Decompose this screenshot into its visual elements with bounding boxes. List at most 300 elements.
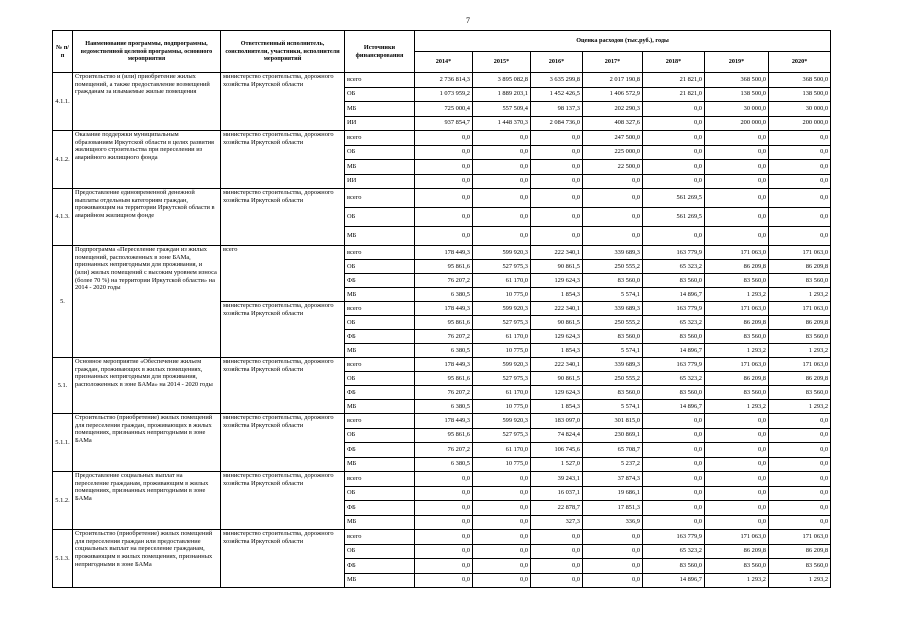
value-cell: 0,0 (705, 208, 769, 227)
funding-source: ИИ (345, 116, 415, 131)
funding-source: всего (345, 131, 415, 146)
value-cell: 0,0 (705, 501, 769, 516)
value-cell: 0,0 (531, 208, 583, 227)
value-cell: 0,0 (643, 116, 705, 131)
value-cell: 95 861,6 (415, 316, 473, 330)
value-cell: 14 896,7 (643, 400, 705, 414)
table-body (53, 73, 831, 588)
value-cell: 557 509,4 (473, 102, 531, 117)
value-cell: 0,0 (705, 131, 769, 146)
value-cell: 0,0 (531, 174, 583, 189)
value-cell: 83 560,0 (705, 330, 769, 344)
value-cell: 6 380,5 (415, 344, 473, 358)
value-cell: 0,0 (531, 573, 583, 588)
value-cell: 76 207,2 (415, 274, 473, 288)
funding-source: ОБ (345, 372, 415, 386)
value-cell: 202 290,3 (583, 102, 643, 117)
value-cell: 0,0 (415, 208, 473, 227)
value-cell: 327,3 (531, 515, 583, 530)
funding-source: ОБ (345, 486, 415, 501)
value-cell: 0,0 (643, 145, 705, 160)
value-cell: 527 975,3 (473, 428, 531, 443)
funding-source: ОБ (345, 544, 415, 559)
header-year: 2016* (531, 52, 583, 73)
header-year: 2019* (705, 52, 769, 73)
funding-source: ОБ (345, 208, 415, 227)
value-cell: 1 854,3 (531, 288, 583, 302)
value-cell: 0,0 (583, 174, 643, 189)
budget-table (52, 30, 831, 588)
funding-source: ФБ (345, 330, 415, 344)
value-cell: 39 243,1 (531, 472, 583, 487)
funding-source: МБ (345, 515, 415, 530)
table-row (53, 131, 831, 146)
program-name: Подпрограмма «Переселение граждан из жилых помещений, расположенных в зоне БАМа, признанных непригодными для проживания, и (или) жилых помещений с высоким уровнем износа (более 70 %) на территории Иркутской области» на 2014 - 2020 годы (73, 246, 221, 358)
value-cell: 599 920,3 (473, 246, 531, 260)
value-cell: 1 406 572,9 (583, 87, 643, 102)
value-cell: 0,0 (769, 428, 831, 443)
value-cell: 0,0 (583, 227, 643, 246)
value-cell: 0,0 (473, 472, 531, 487)
value-cell: 0,0 (643, 501, 705, 516)
value-cell: 1 452 426,5 (531, 87, 583, 102)
value-cell: 178 449,3 (415, 302, 473, 316)
value-cell: 0,0 (473, 559, 531, 574)
value-cell: 368 500,0 (769, 73, 831, 88)
value-cell: 0,0 (705, 486, 769, 501)
value-cell: 0,0 (415, 472, 473, 487)
row-number: 5.1.2. (53, 472, 73, 530)
value-cell: 138 500,0 (769, 87, 831, 102)
value-cell: 1 293,2 (705, 344, 769, 358)
header-name: Наименование программы, подпрограммы, ведомственной целевой программы, основного мероприятия (73, 31, 221, 73)
value-cell: 0,0 (473, 486, 531, 501)
executor: министерство строительства, дорожного хозяйства Иркутской области (221, 73, 345, 131)
value-cell: 106 745,6 (531, 443, 583, 458)
value-cell: 10 775,0 (473, 288, 531, 302)
value-cell: 0,0 (531, 160, 583, 175)
value-cell: 1 448 370,3 (473, 116, 531, 131)
value-cell: 83 560,0 (643, 386, 705, 400)
value-cell: 90 861,5 (531, 260, 583, 274)
value-cell: 95 861,6 (415, 428, 473, 443)
value-cell: 83 560,0 (643, 274, 705, 288)
funding-source: МБ (345, 457, 415, 472)
value-cell: 0,0 (531, 189, 583, 208)
value-cell: 22 500,0 (583, 160, 643, 175)
value-cell: 0,0 (473, 208, 531, 227)
value-cell: 163 779,9 (643, 246, 705, 260)
value-cell: 0,0 (415, 486, 473, 501)
value-cell: 247 500,0 (583, 131, 643, 146)
value-cell: 171 063,0 (705, 530, 769, 545)
value-cell: 0,0 (643, 486, 705, 501)
value-cell: 561 269,5 (643, 208, 705, 227)
value-cell: 0,0 (769, 131, 831, 146)
funding-source: ИИ (345, 174, 415, 189)
value-cell: 14 896,7 (643, 573, 705, 588)
program-name: Предоставление социальных выплат на переселение гражданам, проживающим в жилых помещениях, признанных непригодными в зоне БАМа (73, 472, 221, 530)
value-cell: 171 063,0 (769, 358, 831, 372)
value-cell: 61 170,0 (473, 386, 531, 400)
value-cell: 95 861,6 (415, 260, 473, 274)
funding-source: всего (345, 73, 415, 88)
row-number: 5.1.1. (53, 414, 73, 472)
value-cell: 250 555,2 (583, 316, 643, 330)
value-cell: 0,0 (415, 573, 473, 588)
value-cell: 1 527,0 (531, 457, 583, 472)
funding-source: ФБ (345, 443, 415, 458)
value-cell: 336,9 (583, 515, 643, 530)
value-cell: 2 736 814,3 (415, 73, 473, 88)
value-cell: 65 323,2 (643, 544, 705, 559)
value-cell: 0,0 (643, 428, 705, 443)
value-cell: 0,0 (473, 131, 531, 146)
value-cell: 95 861,6 (415, 372, 473, 386)
value-cell: 937 854,7 (415, 116, 473, 131)
value-cell: 0,0 (769, 515, 831, 530)
value-cell: 0,0 (415, 160, 473, 175)
value-cell: 0,0 (583, 559, 643, 574)
value-cell: 83 560,0 (643, 559, 705, 574)
value-cell: 0,0 (415, 131, 473, 146)
value-cell: 0,0 (705, 189, 769, 208)
value-cell: 37 874,3 (583, 472, 643, 487)
funding-source: МБ (345, 102, 415, 117)
executor: министерство строительства, дорожного хозяйства Иркутской области (221, 414, 345, 472)
value-cell: 129 624,3 (531, 386, 583, 400)
value-cell: 0,0 (531, 145, 583, 160)
table-row (53, 472, 831, 487)
value-cell: 0,0 (769, 501, 831, 516)
table-row (53, 189, 831, 208)
funding-source: МБ (345, 288, 415, 302)
row-number: 4.1.3. (53, 189, 73, 246)
value-cell: 0,0 (583, 544, 643, 559)
value-cell: 163 779,9 (643, 358, 705, 372)
value-cell: 90 861,5 (531, 372, 583, 386)
value-cell: 86 209,8 (769, 544, 831, 559)
value-cell: 74 824,4 (531, 428, 583, 443)
program-name: Строительство (приобретение) жилых помещений для переселения граждан, проживающих в жилых помещениях, признанных непригодными в зоне БАМа (73, 414, 221, 472)
value-cell: 1 293,2 (769, 288, 831, 302)
value-cell: 83 560,0 (769, 274, 831, 288)
value-cell: 3 635 299,8 (531, 73, 583, 88)
funding-source: всего (345, 358, 415, 372)
value-cell: 3 895 082,8 (473, 73, 531, 88)
value-cell: 0,0 (473, 544, 531, 559)
value-cell: 19 686,1 (583, 486, 643, 501)
value-cell: 86 209,8 (769, 316, 831, 330)
header-year: 2014* (415, 52, 473, 73)
value-cell: 0,0 (769, 414, 831, 429)
value-cell: 0,0 (705, 227, 769, 246)
funding-source: всего (345, 472, 415, 487)
value-cell: 0,0 (643, 227, 705, 246)
value-cell: 0,0 (769, 457, 831, 472)
header-year: 2015* (473, 52, 531, 73)
funding-source: ФБ (345, 559, 415, 574)
funding-source: ФБ (345, 501, 415, 516)
value-cell: 83 560,0 (705, 386, 769, 400)
program-name: Строительство и (или) приобретение жилых помещений, а также предоставление возмещений гражданам за изымаемые жилые помещения (73, 73, 221, 131)
value-cell: 0,0 (531, 227, 583, 246)
value-cell: 0,0 (415, 227, 473, 246)
value-cell: 83 560,0 (769, 386, 831, 400)
value-cell: 0,0 (415, 189, 473, 208)
table-row (53, 414, 831, 429)
value-cell: 0,0 (643, 174, 705, 189)
header-source: Источники финансирования (345, 31, 415, 73)
table-row (53, 358, 831, 372)
value-cell: 86 209,8 (769, 260, 831, 274)
value-cell: 171 063,0 (769, 302, 831, 316)
value-cell: 1 889 203,1 (473, 87, 531, 102)
value-cell: 0,0 (415, 515, 473, 530)
value-cell: 0,0 (769, 443, 831, 458)
value-cell: 83 560,0 (769, 559, 831, 574)
row-number: 4.1.2. (53, 131, 73, 189)
executor: министерство строительства, дорожного хозяйства Иркутской области (221, 530, 345, 588)
value-cell: 0,0 (705, 515, 769, 530)
value-cell: 0,0 (473, 189, 531, 208)
value-cell: 0,0 (769, 208, 831, 227)
value-cell: 0,0 (415, 501, 473, 516)
value-cell: 0,0 (531, 559, 583, 574)
table-row (53, 73, 831, 88)
value-cell: 86 209,8 (705, 260, 769, 274)
value-cell: 0,0 (705, 160, 769, 175)
value-cell: 22 878,7 (531, 501, 583, 516)
value-cell: 0,0 (643, 515, 705, 530)
value-cell: 200 000,0 (769, 116, 831, 131)
value-cell: 76 207,2 (415, 443, 473, 458)
value-cell: 0,0 (769, 227, 831, 246)
table-row (53, 530, 831, 545)
table-row (53, 246, 831, 260)
value-cell: 171 063,0 (705, 302, 769, 316)
value-cell: 178 449,3 (415, 414, 473, 429)
value-cell: 65 323,2 (643, 316, 705, 330)
funding-source: ОБ (345, 428, 415, 443)
executor: министерство строительства, дорожного хозяйства Иркутской области (221, 131, 345, 189)
value-cell: 178 449,3 (415, 358, 473, 372)
value-cell: 225 000,0 (583, 145, 643, 160)
value-cell: 129 624,3 (531, 330, 583, 344)
value-cell: 5 237,2 (583, 457, 643, 472)
value-cell: 171 063,0 (705, 246, 769, 260)
value-cell: 5 574,1 (583, 288, 643, 302)
value-cell: 0,0 (643, 131, 705, 146)
value-cell: 599 920,3 (473, 414, 531, 429)
funding-source: всего (345, 302, 415, 316)
header-estimate: Оценка расходов (тыс.руб.), годы (415, 31, 831, 52)
funding-source: ФБ (345, 274, 415, 288)
value-cell: 527 975,3 (473, 316, 531, 330)
value-cell: 0,0 (473, 174, 531, 189)
funding-source: ОБ (345, 145, 415, 160)
value-cell: 83 560,0 (705, 559, 769, 574)
value-cell: 0,0 (583, 530, 643, 545)
value-cell: 0,0 (583, 189, 643, 208)
value-cell: 65 323,2 (643, 260, 705, 274)
value-cell: 0,0 (705, 428, 769, 443)
value-cell: 0,0 (643, 102, 705, 117)
value-cell: 1 293,2 (705, 288, 769, 302)
funding-source: МБ (345, 227, 415, 246)
value-cell: 725 000,4 (415, 102, 473, 117)
value-cell: 250 555,2 (583, 372, 643, 386)
value-cell: 250 555,2 (583, 260, 643, 274)
value-cell: 86 209,8 (769, 372, 831, 386)
value-cell: 21 821,0 (643, 87, 705, 102)
value-cell: 0,0 (769, 160, 831, 175)
executor: министерство строительства, дорожного хозяйства Иркутской области (221, 189, 345, 246)
value-cell: 0,0 (473, 515, 531, 530)
value-cell: 0,0 (643, 414, 705, 429)
value-cell: 171 063,0 (769, 530, 831, 545)
page-number: 7 (466, 16, 470, 25)
funding-source: всего (345, 530, 415, 545)
value-cell: 65 708,7 (583, 443, 643, 458)
executor: министерство строительства, дорожного хозяйства Иркутской области (221, 302, 345, 358)
value-cell: 0,0 (643, 457, 705, 472)
executor: всего (221, 246, 345, 302)
funding-source: МБ (345, 400, 415, 414)
value-cell: 1 293,2 (769, 573, 831, 588)
value-cell: 1 293,2 (769, 400, 831, 414)
value-cell: 561 269,5 (643, 189, 705, 208)
row-number: 5.1. (53, 358, 73, 414)
executor: министерство строительства, дорожного хозяйства Иркутской области (221, 358, 345, 414)
value-cell: 0,0 (705, 457, 769, 472)
value-cell: 6 380,5 (415, 288, 473, 302)
row-number: 5.1.3. (53, 530, 73, 588)
value-cell: 163 779,9 (643, 302, 705, 316)
header-year: 2018* (643, 52, 705, 73)
value-cell: 0,0 (415, 559, 473, 574)
value-cell: 83 560,0 (643, 330, 705, 344)
value-cell: 183 097,0 (531, 414, 583, 429)
program-name: Строительство (приобретение) жилых помещений для переселения граждан или предоставление социальных выплат на переселение гражданам, проживающим в жилых помещениях, признанных непригодными в зоне БАМа (73, 530, 221, 588)
value-cell: 129 624,3 (531, 274, 583, 288)
value-cell: 61 170,0 (473, 443, 531, 458)
value-cell: 21 821,0 (643, 73, 705, 88)
header-num: № п/п (53, 31, 73, 73)
funding-source: ОБ (345, 260, 415, 274)
value-cell: 222 340,1 (531, 302, 583, 316)
value-cell: 65 323,2 (643, 372, 705, 386)
value-cell: 0,0 (705, 174, 769, 189)
funding-source: ОБ (345, 87, 415, 102)
value-cell: 138 500,0 (705, 87, 769, 102)
value-cell: 1 854,3 (531, 344, 583, 358)
value-cell: 0,0 (531, 530, 583, 545)
value-cell: 0,0 (643, 472, 705, 487)
value-cell: 178 449,3 (415, 246, 473, 260)
header-year: 2020* (769, 52, 831, 73)
value-cell: 14 896,7 (643, 344, 705, 358)
value-cell: 0,0 (705, 472, 769, 487)
funding-source: всего (345, 246, 415, 260)
value-cell: 599 920,3 (473, 358, 531, 372)
value-cell: 86 209,8 (705, 544, 769, 559)
value-cell: 163 779,9 (643, 530, 705, 545)
value-cell: 222 340,1 (531, 358, 583, 372)
value-cell: 83 560,0 (583, 330, 643, 344)
value-cell: 0,0 (583, 208, 643, 227)
funding-source: МБ (345, 344, 415, 358)
value-cell: 200 000,0 (705, 116, 769, 131)
value-cell: 368 500,0 (705, 73, 769, 88)
value-cell: 5 574,1 (583, 344, 643, 358)
value-cell: 83 560,0 (583, 274, 643, 288)
value-cell: 83 560,0 (769, 330, 831, 344)
row-number: 4.1.1. (53, 73, 73, 131)
value-cell: 0,0 (643, 160, 705, 175)
value-cell: 0,0 (705, 145, 769, 160)
value-cell: 6 380,5 (415, 457, 473, 472)
funding-source: ФБ (345, 386, 415, 400)
value-cell: 1 073 959,2 (415, 87, 473, 102)
value-cell: 90 861,5 (531, 316, 583, 330)
row-number: 5. (53, 246, 73, 358)
value-cell: 61 170,0 (473, 274, 531, 288)
funding-source: всего (345, 414, 415, 429)
funding-source: МБ (345, 160, 415, 175)
value-cell: 1 293,2 (705, 573, 769, 588)
value-cell: 1 293,2 (769, 344, 831, 358)
value-cell: 0,0 (769, 145, 831, 160)
value-cell: 76 207,2 (415, 386, 473, 400)
value-cell: 10 775,0 (473, 457, 531, 472)
executor: министерство строительства, дорожного хозяйства Иркутской области (221, 472, 345, 530)
value-cell: 0,0 (473, 160, 531, 175)
value-cell: 30 000,0 (769, 102, 831, 117)
value-cell: 527 975,3 (473, 260, 531, 274)
value-cell: 83 560,0 (705, 274, 769, 288)
value-cell: 2 017 190,8 (583, 73, 643, 88)
program-name: Оказание поддержки муниципальным образованиям Иркутской области в целях развития жилищного строительства при переселении из аварийного жилищного фонда (73, 131, 221, 189)
value-cell: 301 815,0 (583, 414, 643, 429)
value-cell: 30 000,0 (705, 102, 769, 117)
value-cell: 0,0 (705, 414, 769, 429)
value-cell: 599 920,3 (473, 302, 531, 316)
value-cell: 0,0 (531, 544, 583, 559)
value-cell: 527 975,3 (473, 372, 531, 386)
value-cell: 0,0 (415, 544, 473, 559)
value-cell: 86 209,8 (705, 316, 769, 330)
value-cell: 230 869,1 (583, 428, 643, 443)
value-cell: 0,0 (531, 131, 583, 146)
value-cell: 0,0 (583, 573, 643, 588)
header-executor: Ответственный исполнитель, соисполнители, участники, исполнители мероприятий (221, 31, 345, 73)
value-cell: 14 896,7 (643, 288, 705, 302)
value-cell: 339 689,3 (583, 358, 643, 372)
value-cell: 222 340,1 (531, 246, 583, 260)
value-cell: 339 689,3 (583, 246, 643, 260)
program-name: Предоставление единовременной денежной выплаты отдельным категориям граждан, проживающим на территории Иркутской области в аварийном жилищном фонде (73, 189, 221, 246)
value-cell: 1 293,2 (705, 400, 769, 414)
value-cell: 0,0 (473, 501, 531, 516)
value-cell: 16 037,1 (531, 486, 583, 501)
value-cell: 5 574,1 (583, 400, 643, 414)
value-cell: 17 851,3 (583, 501, 643, 516)
value-cell: 171 063,0 (769, 246, 831, 260)
value-cell: 10 775,0 (473, 400, 531, 414)
value-cell: 0,0 (769, 174, 831, 189)
value-cell: 1 854,3 (531, 400, 583, 414)
